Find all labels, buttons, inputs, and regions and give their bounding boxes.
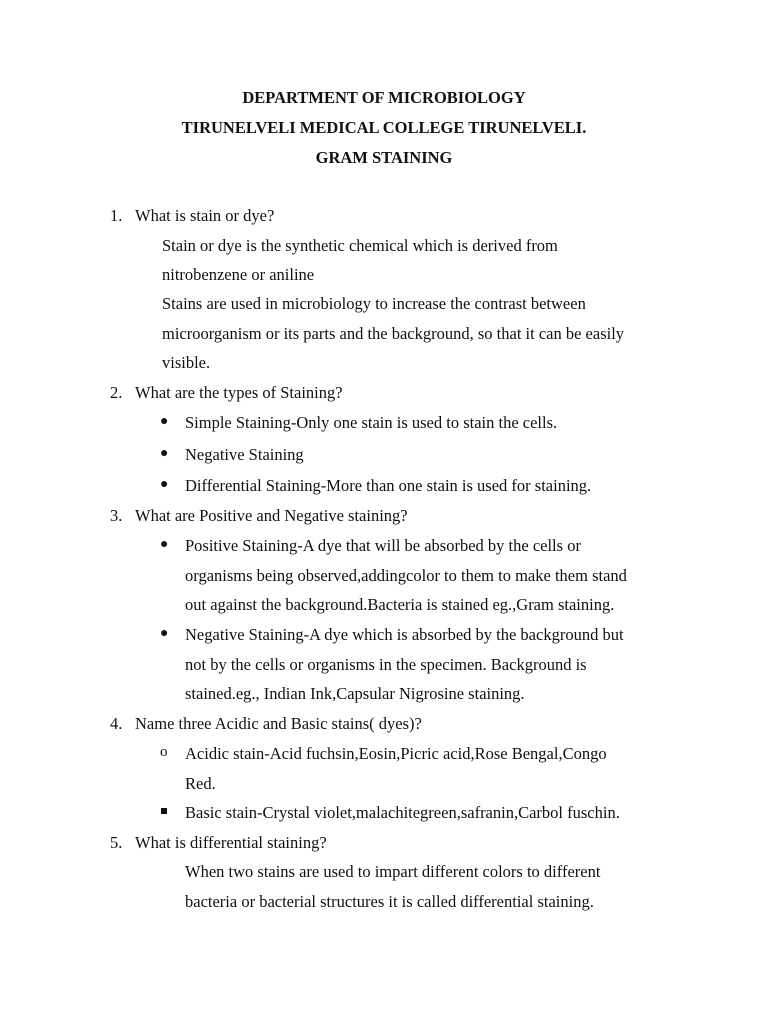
bullet-text: stained.eg., Indian Ink,Capsular Nigrosine staining. — [185, 684, 525, 703]
question-number: 1. — [110, 206, 123, 225]
bullet-text: Basic stain-Crystal violet,malachitegreen,safranin,Carbol fuschin. — [185, 803, 620, 822]
bullet-dot-icon: ● — [160, 626, 169, 641]
answer-line: Stains are used in microbiology to increase the contrast between — [162, 294, 586, 313]
bullet-dot-icon: ● — [160, 414, 169, 429]
question-number: 4. — [110, 714, 123, 733]
bullet-dot-icon: ● — [160, 477, 169, 492]
bullet-text: out against the background.Bacteria is stained eg.,Gram staining. — [185, 595, 615, 614]
question-text: What is stain or dye? — [135, 206, 275, 225]
question-text: Name three Acidic and Basic stains( dyes)? — [135, 714, 422, 733]
bullet-text: Differential Staining-More than one stain is used for staining. — [185, 476, 592, 495]
question-text: What are Positive and Negative staining? — [135, 506, 408, 525]
bullet-text: Red. — [185, 774, 216, 793]
bullet-text: Negative Staining-A dye which is absorbed by the background but — [185, 625, 624, 644]
answer-line: nitrobenzene or aniline — [162, 265, 315, 284]
bullet-text: Positive Staining-A dye that will be absorbed by the cells or — [185, 536, 581, 555]
answer-line: bacteria or bacterial structures it is called differential staining. — [185, 892, 594, 911]
college-title: TIRUNELVELI MEDICAL COLLEGE TIRUNELVELI. — [181, 118, 587, 137]
question-text: What is differential staining? — [135, 833, 327, 852]
answer-line: Stain or dye is the synthetic chemical which is derived from — [162, 236, 558, 255]
circle-bullet-icon: o — [160, 744, 168, 760]
bullet-dot-icon: ● — [160, 537, 169, 552]
question-number: 2. — [110, 383, 123, 402]
bullet-text: not by the cells or organisms in the specimen. Background is — [185, 655, 587, 674]
bullet-text: Negative Staining — [185, 445, 304, 464]
bullet-dot-icon: ● — [160, 446, 169, 461]
question-text: What are the types of Staining? — [135, 383, 343, 402]
bullet-text: Simple Staining-Only one stain is used to stain the cells. — [185, 413, 558, 432]
bullet-text: Acidic stain-Acid fuchsin,Eosin,Picric acid,Rose Bengal,Congo — [185, 744, 607, 763]
answer-line: microorganism or its parts and the background, so that it can be easily — [162, 324, 625, 343]
document-title: GRAM STAINING — [315, 148, 453, 167]
bullet-text: organisms being observed,addingcolor to them to make them stand — [185, 566, 627, 585]
square-bullet-icon — [161, 808, 167, 814]
answer-line: visible. — [162, 353, 211, 372]
question-number: 3. — [110, 506, 123, 525]
question-number: 5. — [110, 833, 123, 852]
department-title: DEPARTMENT OF MICROBIOLOGY — [242, 88, 526, 107]
answer-line: When two stains are used to impart different colors to different — [185, 862, 601, 881]
